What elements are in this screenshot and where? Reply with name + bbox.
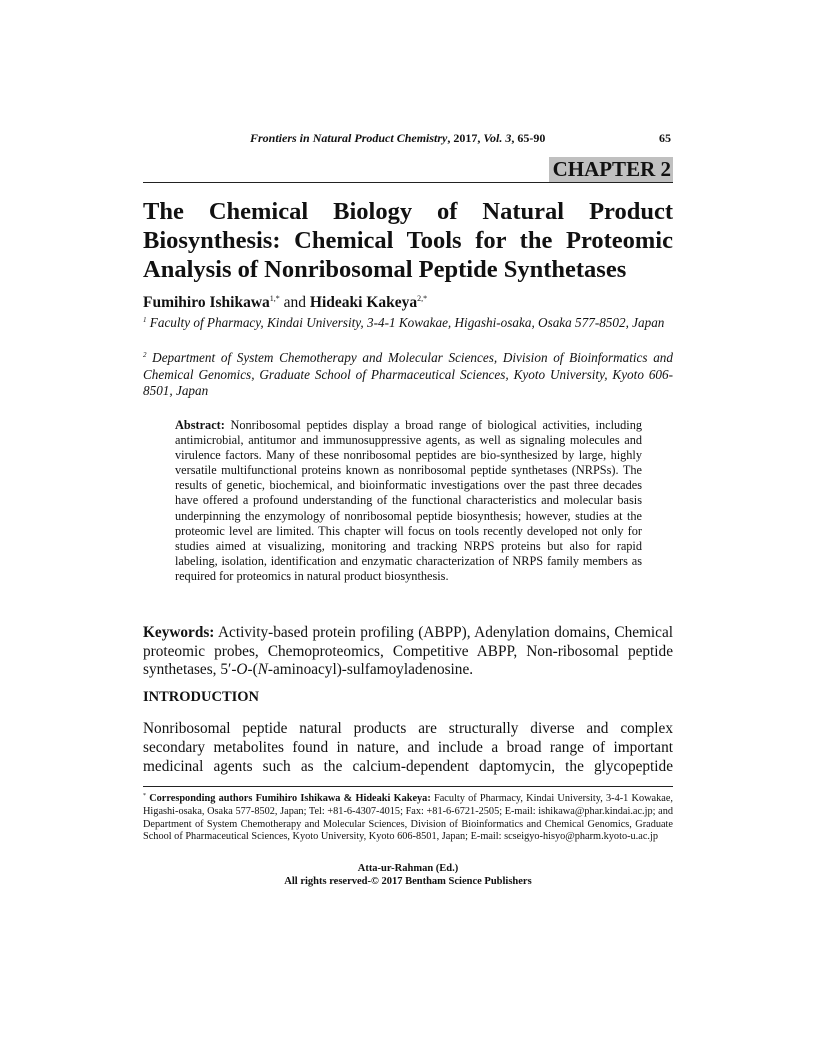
chapter-label: CHAPTER 2 xyxy=(549,157,673,182)
footnote-label: Corresponding authors Fumihiro Ishikawa & Hideaki Kakeya: xyxy=(146,793,431,804)
journal-pages: , 65-90 xyxy=(511,131,546,145)
footnote-text: Faculty of Pharmacy, Kindai University, 3-4-1 Kowakae, Higashi-osaka, Osaka 577-8502, Japan; Tel: +81-6-4307-4015; Fax: +81-6-6721-2505; E-mail: ishikawa@phar.kindai.ac.jp; and Department of System Chemotherapy and Molecular Sciences, Division of Bioinformatics and Chemical Genomics, Graduate School of Pharmaceutical Sciences, Kyoto University, Kyoto 606-8501, Japan; E-mail: scseigyo-hisyo@pharm.kyoto-u.ac.jp xyxy=(143,793,673,843)
author-name: Hideaki Kakeya xyxy=(309,294,418,311)
keywords-text: -aminoacyl)-sulfamoyladenosine. xyxy=(267,661,474,678)
body-paragraph: Nonribosomal peptide natural products are structurally diverse and complex secondary metabolites found in nature, and include a broad range of important medicinal agents such as the calcium-dependent daptomycin, the glycopeptide xyxy=(143,720,673,775)
author-joiner: and xyxy=(279,294,310,311)
affiliation-text: Faculty of Pharmacy, Kindai University, 3-4-1 Kowakae, Higashi-osaka, Osaka 577-8502, Japan xyxy=(146,315,665,330)
footnote-marker: * xyxy=(143,793,146,799)
page-number: 65 xyxy=(659,131,671,145)
abstract xyxy=(175,418,642,584)
editor-line: Atta-ur-Rahman (Ed.) xyxy=(357,863,459,874)
footnote-rule xyxy=(143,786,673,787)
author-affiliation-marker: 2,* xyxy=(417,294,428,303)
journal-name: Frontiers in Natural Product Chemistry xyxy=(250,131,448,145)
keywords xyxy=(143,624,673,680)
journal-citation xyxy=(250,131,545,145)
chapter-title: The Chemical Biology of Natural Product Biosynthesis: Chemical Tools for the Proteomic Analysis of Nonribosomal Peptide Synthetases xyxy=(143,198,673,283)
section-heading: INTRODUCTION xyxy=(143,689,260,705)
publisher-block xyxy=(143,862,673,888)
keywords-label: Keywords: xyxy=(143,624,215,641)
affiliation-marker: 2 xyxy=(143,351,147,359)
affiliation-text: Department of System Chemotherapy and Molecular Sciences, Division of Bioinformatics and Chemical Genomics, Graduate School of Pharmaceutical Sciences, Kyoto University, Kyoto 606-8501, Japan xyxy=(143,350,673,398)
keywords-text: Activity-based protein profiling (ABPP), Adenylation domains, Chemical proteomic probes, Chemoproteomics, Competitive ABPP, Non-ribosomal peptide synthetases, 5′- xyxy=(143,624,673,678)
rights-line: All rights reserved-© 2017 Bentham Science Publishers xyxy=(284,876,532,887)
keywords-italic-n: N xyxy=(257,661,268,678)
footnote xyxy=(143,790,673,844)
affiliation-marker: 1 xyxy=(143,316,147,324)
affiliation xyxy=(143,347,673,400)
keywords-italic-o: O xyxy=(236,661,248,678)
author-list xyxy=(143,290,673,312)
author-affiliation-marker: 1,* xyxy=(269,294,280,303)
journal-year: , 2017, xyxy=(447,131,484,145)
keywords-text: -( xyxy=(247,661,258,678)
journal-volume: Vol. 3 xyxy=(483,131,512,145)
header-rule xyxy=(143,182,673,183)
abstract-text: Nonribosomal peptides display a broad range of biological activities, including antimicrobial, antitumor and immunosuppressive agents, as well as signaling molecules and virulence factors. Many of these nonribosomal peptides are bio-synthesized by large, highly versatile multifunctional proteins known as nonribosomal peptide synthetases (NRPSs). The results of genetic, biochemical, and bioinformatic investigations over the past three decades have offered a profound understanding of the functional characteristics and molecular basis underpinning the enzymology of nonribosomal peptide biosynthesis; however, studies at the proteomic level are limited. This chapter will focus on tools recently developed not only for studies aimed at visualizing, monitoring and tracking NRPS proteins but also for rapid labeling, isolation, identification and enzymatic characterization of NRPS family members as required for proteomics in natural product biosynthesis. xyxy=(175,418,642,583)
affiliation xyxy=(143,312,673,332)
author-name: Fumihiro Ishikawa xyxy=(143,294,270,311)
abstract-label: Abstract: xyxy=(175,418,225,432)
